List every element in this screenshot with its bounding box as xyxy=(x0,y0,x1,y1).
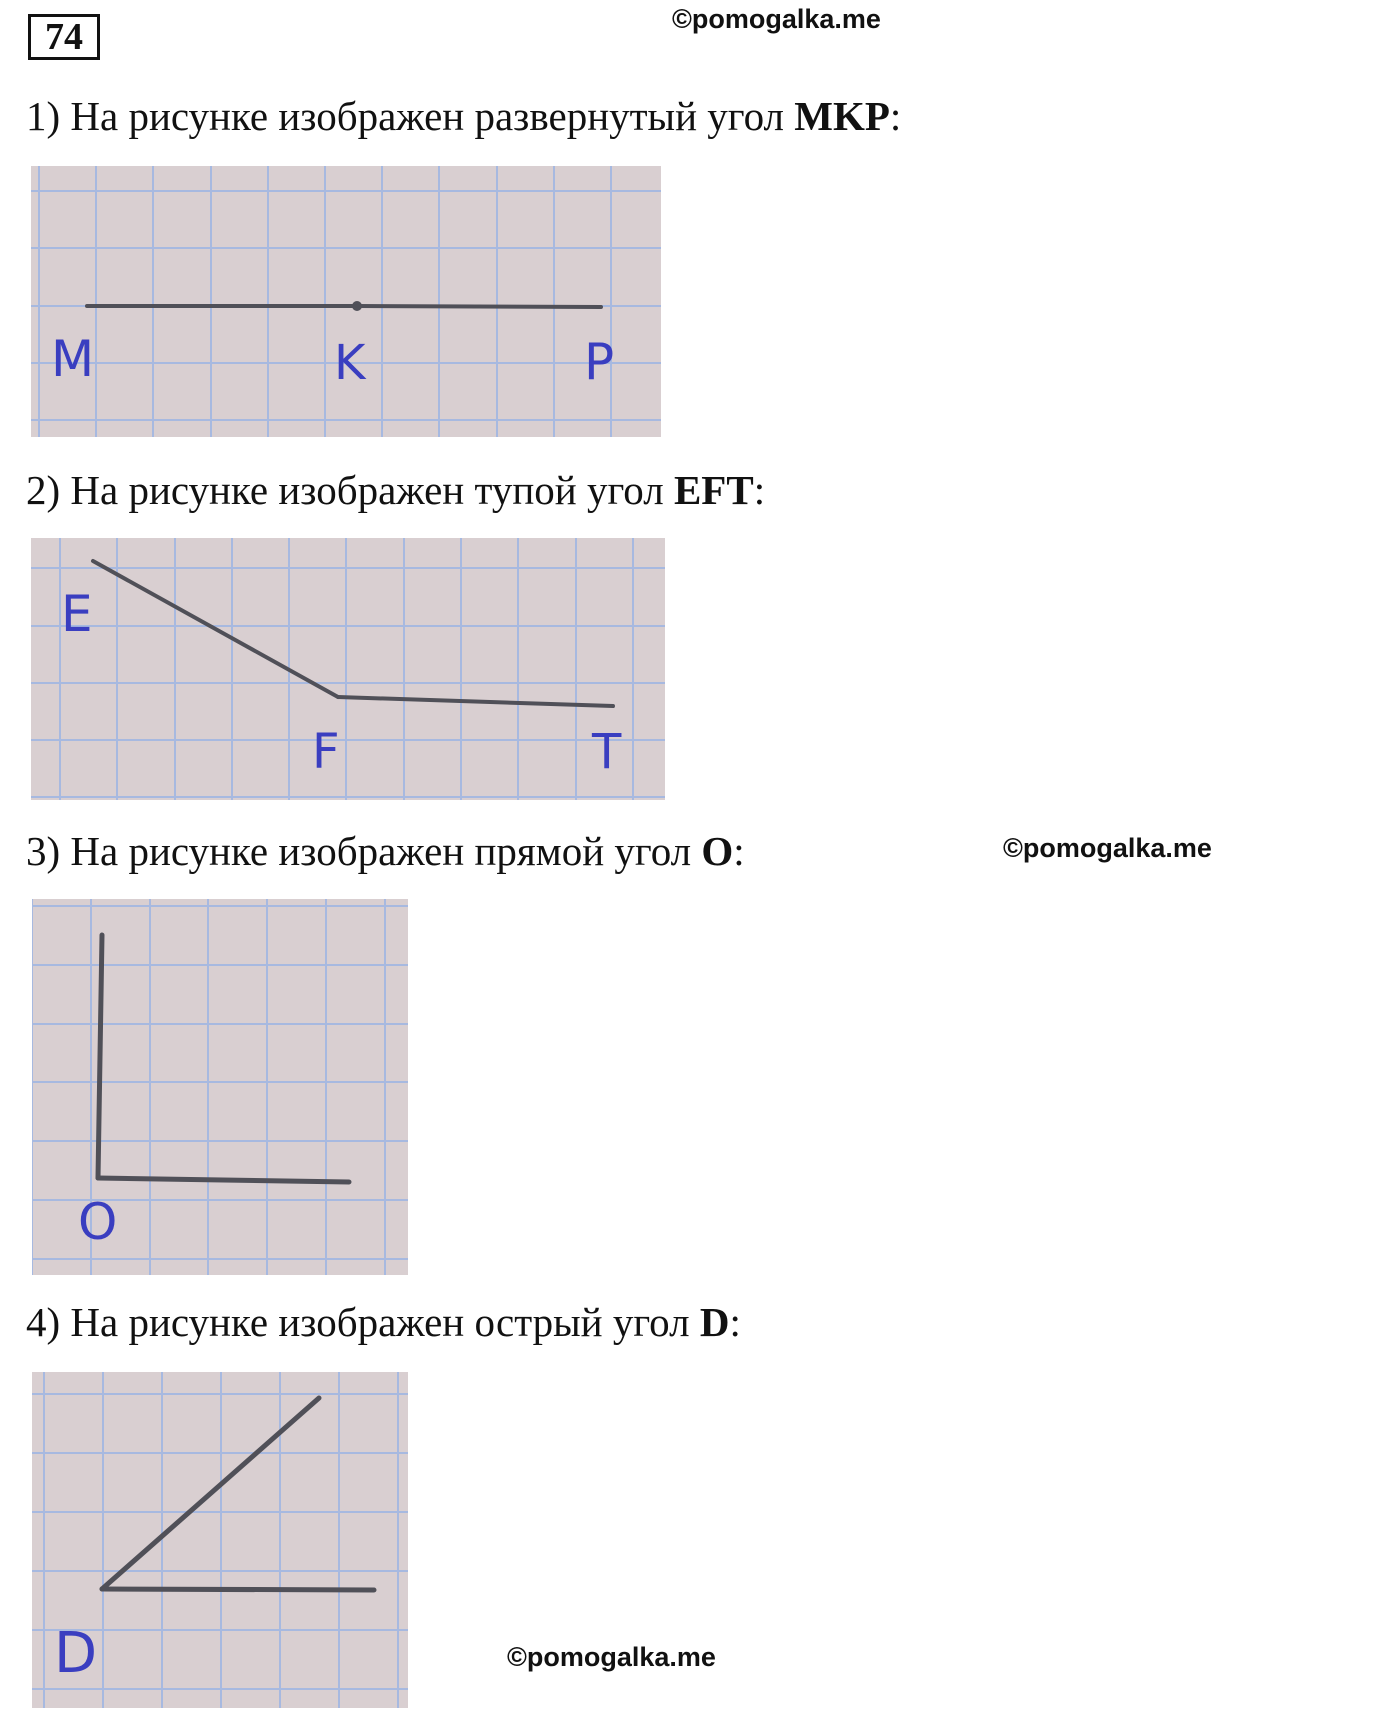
statement-1-angle-name: MKP xyxy=(794,93,890,139)
statement-2-angle-name: EFT xyxy=(673,467,754,513)
paper-background xyxy=(31,166,661,437)
statement-3-colon: : xyxy=(733,828,745,874)
statement-1-text: 1) На рисунке изображен развернутый угол xyxy=(26,93,795,139)
label-m: M xyxy=(51,330,95,388)
statement-3-text: 3) На рисунке изображен прямой угол xyxy=(26,828,702,874)
watermark-middle: ©pomogalka.me xyxy=(1003,833,1212,863)
statement-4-angle-name: D xyxy=(699,1299,730,1345)
ray-horizontal xyxy=(102,1589,374,1590)
statement-1 xyxy=(26,92,901,140)
figure-acute-angle-d xyxy=(32,1372,408,1708)
statement-2 xyxy=(26,466,765,514)
statement-4-colon: : xyxy=(729,1299,741,1345)
label-k: K xyxy=(334,335,366,391)
statement-2-colon: : xyxy=(753,467,766,513)
statement-3 xyxy=(26,827,745,875)
label-p: P xyxy=(584,333,615,391)
statement-4 xyxy=(26,1298,741,1346)
label-d: D xyxy=(54,1621,98,1686)
task-number: 74 xyxy=(28,14,100,60)
vertex-k-point xyxy=(352,301,362,311)
statement-2-text: 2) На рисунке изображен тупой угол xyxy=(26,467,674,513)
label-e: E xyxy=(61,585,93,643)
ray-kp xyxy=(357,306,601,307)
label-t: T xyxy=(592,724,622,780)
label-o: O xyxy=(78,1193,118,1251)
watermark-top: ©pomogalka.me xyxy=(672,4,881,34)
statement-4-text: 4) На рисунке изображен острый угол xyxy=(26,1299,700,1345)
statement-1-colon: : xyxy=(889,93,902,139)
watermark-bottom: ©pomogalka.me xyxy=(507,1642,716,1672)
label-f: F xyxy=(312,724,340,780)
statement-3-angle-name: O xyxy=(701,828,734,874)
figure-obtuse-angle-eft xyxy=(31,538,665,800)
figure-right-angle-o xyxy=(32,899,408,1275)
figure-straight-angle-mkp xyxy=(31,166,661,437)
